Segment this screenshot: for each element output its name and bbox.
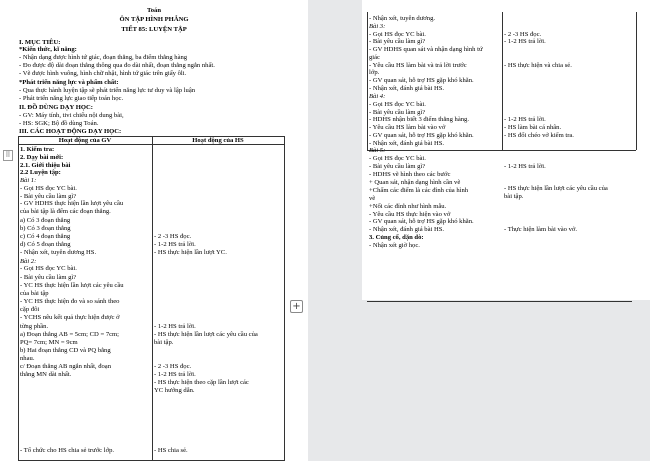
teacher-activity-line: 3. Củng cố, dặn dò: bbox=[369, 234, 424, 241]
teacher-activity-line: - Yêu cầu HS làm bài vào vở bbox=[369, 124, 446, 131]
table-border bbox=[367, 12, 368, 150]
teacher-activity-line: c) Có 4 đoạn thẳng bbox=[20, 233, 71, 240]
table-border bbox=[502, 12, 503, 150]
teacher-activity-line: +Chấm các điểm là các đỉnh của hình bbox=[369, 187, 469, 194]
teacher-activity-line: - Gọi HS đọc YC bài. bbox=[20, 185, 77, 192]
student-activity-line: - 1-2 HS trả lời. bbox=[154, 323, 196, 330]
teacher-activity-line: - Gọi HS đọc YC bài. bbox=[369, 155, 426, 162]
teacher-activity-line: - Nhận xét, đánh giá bài HS. bbox=[369, 140, 445, 147]
objective-line: - Phát triển năng lực giao tiếp toán học. bbox=[19, 95, 124, 102]
lesson-period: TIẾT 85: LUYỆN TẬP bbox=[121, 26, 187, 33]
teacher-activity-line: - Nhận xét, đánh giá bài HS. bbox=[369, 85, 445, 92]
teacher-activity-line: - Nhận xét, tuyên dương. bbox=[369, 15, 436, 22]
teacher-activity-line: - HDHS nhận biết 3 điểm thẳng hàng. bbox=[369, 116, 469, 123]
student-activity-line: - HS thực hiện lần lượt các yêu cầu của bbox=[154, 331, 258, 338]
subsection-heading: *Phát triển năng lực và phẩm chất: bbox=[19, 79, 119, 86]
teacher-activity-line: - YC HS thực hiện đo và so sánh theo bbox=[20, 298, 120, 305]
teacher-activity-line: - GV quan sát, hỗ trợ HS gặp khó khăn. bbox=[369, 77, 474, 84]
teacher-activity-line: PQ= 7cm; MN = 9cm bbox=[20, 339, 78, 346]
teacher-activity-line: c/ Đoạn thẳng AB ngắn nhất, đoạn bbox=[20, 363, 112, 370]
teacher-activity-line: - Tổ chức cho HS chia sẻ trước lớp. bbox=[20, 447, 115, 454]
student-activity-line: bài tập. bbox=[504, 193, 524, 200]
teacher-activity-line: - Nhận xét giờ học. bbox=[369, 242, 420, 249]
teacher-activity-line: lớp. bbox=[369, 69, 380, 76]
teacher-activity-line: - Bài yêu cầu làm gì? bbox=[369, 163, 426, 170]
student-activity-line: YC hướng dẫn. bbox=[154, 387, 195, 394]
table-border bbox=[18, 136, 19, 461]
student-activity-line: - HS thực hiện lần lượt các yêu cầu của bbox=[504, 185, 608, 192]
teacher-activity-line: - GV quan sát, hỗ trợ HS gặp khó khăn. bbox=[369, 132, 474, 139]
teacher-activity-line: - Yêu cầu HS làm bài và trả lời trước bbox=[369, 62, 467, 69]
student-activity-line: - HS thực hiện theo cặp lần lượt các bbox=[154, 379, 249, 386]
section-heading: I. MỤC TIÊU: bbox=[19, 39, 61, 46]
teacher-activity-line: Bài 1: bbox=[20, 177, 37, 184]
teacher-activity-line: - Yêu cầu HS thực hiện vào vở bbox=[369, 211, 451, 218]
table-move-handle[interactable]: ⠿ bbox=[3, 150, 13, 161]
teacher-activity-line: cặp đôi bbox=[20, 306, 40, 313]
teacher-activity-line: giác bbox=[369, 54, 380, 61]
teacher-activity-line: - YC HS thực hiện lần lượt các yêu cầu bbox=[20, 282, 124, 289]
teacher-activity-line: a) Đoạn thẳng AB = 5cm; CD = 7cm; bbox=[20, 331, 120, 338]
section-heading: II. ĐỒ DÙNG DẠY HỌC: bbox=[19, 104, 93, 111]
teacher-activity-line: d) Có 5 đoạn thẳng bbox=[20, 241, 71, 248]
lesson-title: ÔN TẬP HÌNH PHẲNG bbox=[119, 16, 189, 23]
teacher-activity-line: b) Hai đoạn thẳng CD và PQ bằng bbox=[20, 347, 111, 354]
teacher-activity-line: - Bài yêu cầu làm gì? bbox=[369, 38, 426, 45]
materials-line: - HS: SGK; Bộ đồ dùng Toán. bbox=[19, 120, 99, 127]
student-activity-line: bài tập. bbox=[154, 339, 174, 346]
teacher-activity-line: +Nối các đỉnh như hình mẫu. bbox=[369, 203, 447, 210]
teacher-activity-line: - GV quan sát, hỗ trợ HS gặp khó khăn. bbox=[369, 218, 474, 225]
table-border bbox=[152, 136, 153, 461]
teacher-activity-line: - Bài yêu cầu làm gì? bbox=[369, 109, 426, 116]
teacher-activity-line: - Gọi HS đọc YC bài. bbox=[369, 101, 426, 108]
section-heading: III. CÁC HOẠT ĐỘNG DẠY HỌC: bbox=[19, 128, 122, 135]
teacher-activity-line: Bài 5: bbox=[369, 147, 386, 154]
materials-line: - GV: Máy tính, tivi chiếu nội dung bài, bbox=[19, 112, 124, 119]
teacher-activity-line: - YCHS nêu kết quả thực hiện được ở bbox=[20, 314, 120, 321]
teacher-activity-line: + Quan sát, nhận dạng hình cần vẽ bbox=[369, 179, 461, 186]
teacher-activity-line: - GV HDHS thực hiện lần lượt yêu cầu bbox=[20, 200, 124, 207]
objective-line: - Nhận dạng được hình tứ giác, đoạn thẳng, ba điểm thẳng hàng bbox=[19, 54, 188, 61]
objective-line: - Đo được độ dài đoạn thẳng thông qua đo dài nhất, đoạn thẳng ngắn nhất. bbox=[19, 62, 215, 69]
teacher-activity-line: Bài 3: bbox=[369, 23, 386, 30]
student-activity-line: - HS chia sẻ. bbox=[154, 447, 188, 454]
student-activity-line: - HS thực hiện lần lượt YC. bbox=[154, 249, 227, 256]
student-activity-line: - 1-2 HS trả lời. bbox=[504, 38, 546, 45]
teacher-activity-line: - Nhận xét, đánh giá bài HS. bbox=[369, 226, 445, 233]
footnote-separator bbox=[367, 301, 632, 302]
student-activity-line: - HS thực hiện và chia sẻ. bbox=[504, 62, 572, 69]
student-activity-line: - Thực hiện làm bài vào vở. bbox=[504, 226, 578, 233]
teacher-activity-line: - Gọi HS đọc YC bài. bbox=[20, 265, 77, 272]
student-activity-line: - HS làm bài cá nhân. bbox=[504, 124, 562, 131]
student-activity-line: - 2 -3 HS đọc. bbox=[154, 233, 192, 240]
teacher-activity-line: vẽ bbox=[369, 195, 376, 202]
objective-line: - Vẽ được hình vuông, hình chữ nhật, hình tứ giác trên giấy ôli. bbox=[19, 70, 187, 77]
add-column-button[interactable]: + bbox=[290, 300, 303, 313]
student-activity-line: - 1-2 HS trả lời. bbox=[504, 116, 546, 123]
teacher-activity-line: Bài 4: bbox=[369, 93, 386, 100]
document-page-2 bbox=[362, 0, 650, 300]
teacher-activity-line: từng phần. bbox=[20, 323, 49, 330]
document-page-1 bbox=[0, 0, 308, 461]
teacher-activity-line: thẳng MN dài nhất. bbox=[20, 371, 72, 378]
teacher-activity-line: của bài tập là đếm các đoạn thẳng. bbox=[20, 208, 111, 215]
objective-line: - Qua thực hành luyện tập sẽ phát triển năng lực tư duy và lập luận bbox=[19, 87, 196, 94]
teacher-activity-line: Bài 2: bbox=[20, 258, 37, 265]
teacher-activity-line: - Nhận xét, tuyên dương HS. bbox=[20, 249, 97, 256]
student-activity-line: - 1-2 HS trả lời. bbox=[154, 371, 196, 378]
table-border bbox=[367, 150, 636, 151]
student-activity-line: - 1-2 HS trả lời. bbox=[154, 241, 196, 248]
teacher-activity-line: - HDHS vẽ hình theo các bước bbox=[369, 171, 451, 178]
teacher-activity-line: b) Có 3 đoạn thẳng bbox=[20, 225, 71, 232]
table-header-student: Hoạt động của HS bbox=[192, 137, 244, 144]
teacher-activity-line: nhau. bbox=[20, 355, 35, 362]
teacher-activity-line: 2.2 Luyện tập: bbox=[20, 169, 61, 176]
subject-title: Toán bbox=[146, 7, 162, 14]
student-activity-line: - 1-2 HS trả lời. bbox=[504, 163, 546, 170]
teacher-activity-line: - GV HDHS quan sát và nhận dạng hình tứ bbox=[369, 46, 483, 53]
teacher-activity-line: của bài tập bbox=[20, 290, 49, 297]
teacher-activity-line: a) Có 3 đoạn thẳng bbox=[20, 217, 71, 224]
teacher-activity-line: 2. Dạy bài mới: bbox=[20, 154, 64, 161]
subsection-heading: *Kiến thức, kĩ năng: bbox=[19, 46, 77, 53]
teacher-activity-line: 1. Kiểm tra: bbox=[20, 146, 55, 153]
student-activity-line: - HS đổi chéo vở kiểm tra. bbox=[504, 132, 574, 139]
teacher-activity-line: - Gọi HS đọc YC bài. bbox=[369, 31, 426, 38]
teacher-activity-line: 2.1. Giới thiệu bài bbox=[20, 162, 71, 169]
table-header-teacher: Hoạt động của GV bbox=[58, 137, 112, 144]
student-activity-line: - 2 -3 HS đọc. bbox=[154, 363, 192, 370]
teacher-activity-line: - Bài yêu cầu làm gì? bbox=[20, 193, 77, 200]
student-activity-line: - 2 -3 HS đọc. bbox=[504, 31, 542, 38]
table-border bbox=[636, 12, 637, 150]
teacher-activity-line: - Bài yêu cầu làm gì? bbox=[20, 274, 77, 281]
table-border bbox=[284, 136, 285, 461]
